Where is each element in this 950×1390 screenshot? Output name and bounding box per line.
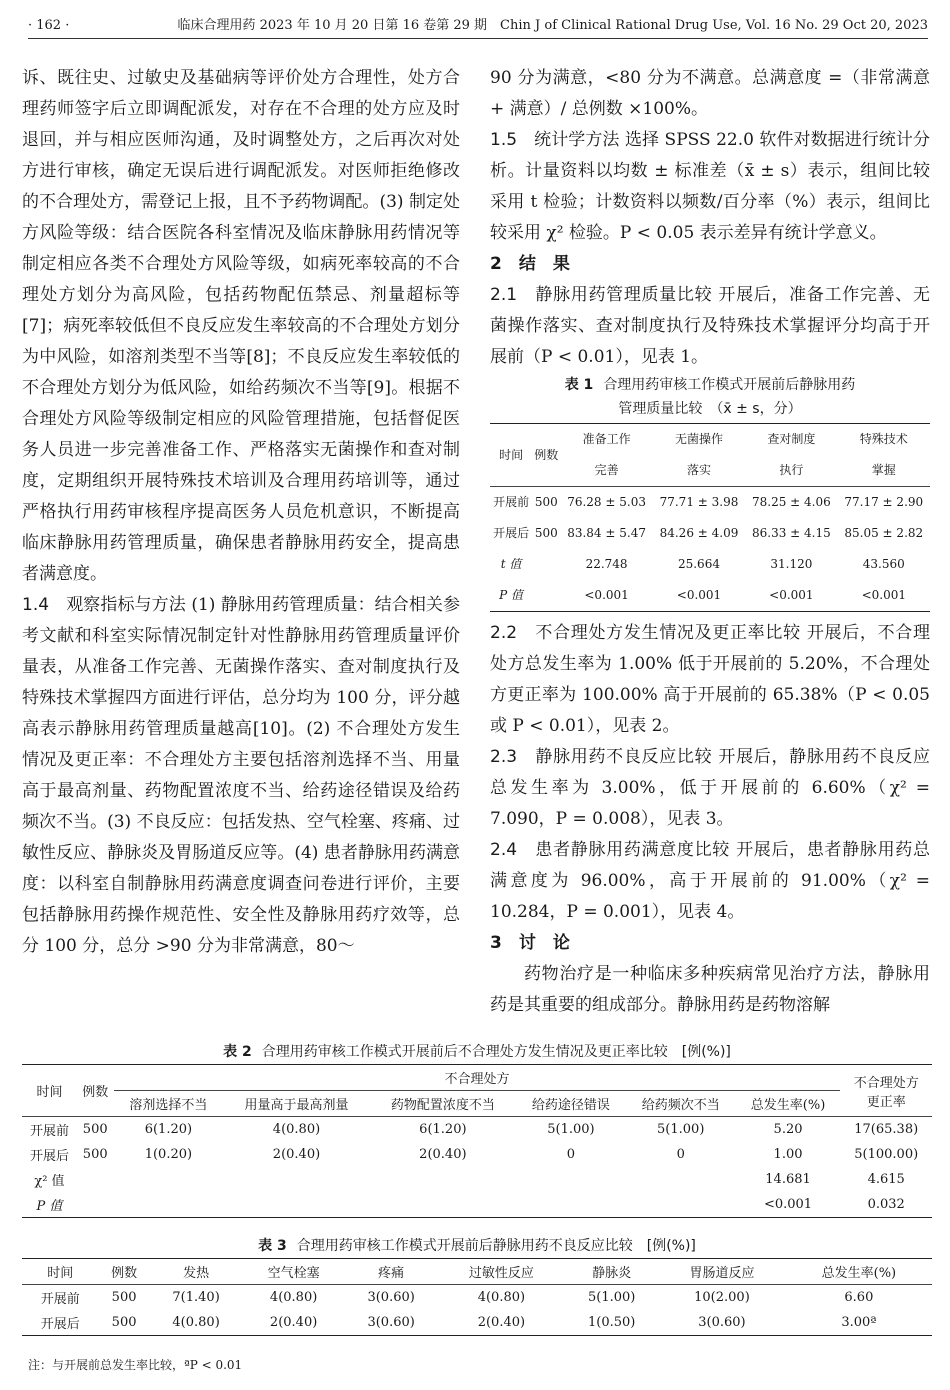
table-header: 例数 bbox=[534, 447, 559, 462]
table-header: 胃肠道反应 bbox=[689, 1266, 755, 1281]
table-footnote: 注：与开展前总发生率比较，ªP < 0.01 bbox=[28, 1358, 243, 1372]
table-2-label: 表 2 bbox=[223, 1044, 252, 1060]
running-header bbox=[28, 14, 928, 39]
table-header: 发热 bbox=[183, 1266, 210, 1281]
table-header: 过敏性反应 bbox=[468, 1266, 534, 1281]
table-2 bbox=[22, 1040, 932, 1218]
table-3-label: 表 3 bbox=[258, 1238, 287, 1254]
table-header: 用量高于最高剂量 bbox=[244, 1098, 349, 1113]
left-column bbox=[22, 63, 460, 962]
right-column bbox=[490, 63, 930, 1021]
table-3-caption: 合理用药审核工作模式开展前后静脉用药不良反应比较 [例(%)] bbox=[296, 1238, 696, 1254]
section-2-4-body: 开展后，患者静脉用药总满意度为 96.00%，高于开展前的 91.00%（χ² = 10.284，P = 0.001），见表 4。 bbox=[490, 840, 930, 922]
section-2-2-body: 开展后，不合理处方总发生率为 1.00% 低于开展前的 5.20%，不合理处方更正率为 100.00% 高于开展前的 65.38%（P < 0.05 或 P < 0.01），见表 2。 bbox=[490, 623, 930, 736]
section-3-heading: 3 讨 论 bbox=[490, 933, 570, 953]
table-row: P 值 <0.001 <0.001 <0.001 <0.001 bbox=[490, 580, 930, 612]
journal-info: 临床合理用药 2023 年 10 月 20 日第 16 卷第 29 期 Chin J of Clinical Rational Drug Use, Vol. 16 No. 29 Oct 20, 2023 bbox=[177, 18, 928, 33]
table-1-label: 表 1 bbox=[564, 377, 594, 393]
table-1-caption-line1: 合理用药审核工作模式开展前后静脉用药 bbox=[603, 377, 856, 393]
table-header: 时间 bbox=[499, 447, 524, 462]
table-3 bbox=[22, 1234, 932, 1336]
section-2-1-heading: 2.1 静脉用药管理质量比较 bbox=[490, 285, 713, 305]
table-1-grid bbox=[490, 423, 930, 612]
section-2-3-heading: 2.3 静脉用药不良反应比较 bbox=[490, 747, 713, 767]
section-1-4-heading: 1.4 观察指标与方法 bbox=[22, 595, 186, 615]
table-row: P 值 <0.001 0.032 bbox=[22, 1192, 932, 1218]
table-header: 时间 bbox=[36, 1085, 63, 1100]
table-header: 例数 bbox=[82, 1085, 109, 1100]
table-header: 无菌操作落实 bbox=[674, 432, 723, 477]
table-row: t 值 22.748 25.664 31.120 43.560 bbox=[500, 557, 905, 571]
section-2-heading: 2 结 果 bbox=[490, 254, 570, 274]
table-header: 总发生率(%) bbox=[750, 1098, 826, 1113]
table-2-caption: 合理用药审核工作模式开展前后不合理处方发生情况及更正率比较 [例(%)] bbox=[261, 1044, 731, 1060]
table-header: 药物配置浓度不当 bbox=[390, 1098, 495, 1113]
section-2-4-heading: 2.4 患者静脉用药满意度比较 bbox=[490, 840, 730, 860]
table-row: χ² 值 14.681 4.615 bbox=[34, 1172, 905, 1189]
paragraph-satisfaction-cont: 90 分为满意，<80 分为不满意。总满意度 =（非常满意 + 满意）/ 总例数 ×100%。 bbox=[490, 68, 930, 119]
table-header: 总发生率(%) bbox=[821, 1266, 897, 1281]
table-row: 开展后 500 83.84 ± 5.47 84.26 ± 4.09 86.33 ± 4.15 85.05 ± 2.82 bbox=[493, 526, 924, 540]
table-header: 空气栓塞 bbox=[267, 1266, 320, 1281]
section-1-5-body: 选择 SPSS 22.0 软件对数据进行统计分析。计量资料以均数 ± 标准差（x̄ ± s）表示，组间比较采用 t 检验；计数资料以频数/百分率（%）表示，组间比较采用 χ² 检验。P < 0.05 表示差异有统计学意义。 bbox=[490, 130, 930, 243]
table-header: 准备工作完善 bbox=[582, 432, 631, 477]
section-2-3-body: 开展后，静脉用药不良反应总发生率为 3.00%，低于开展前的 6.60%（χ² = 7.090，P = 0.008），见表 3。 bbox=[490, 747, 930, 829]
table-header: 给药途径错误 bbox=[531, 1098, 610, 1113]
table-header: 特殊技术掌握 bbox=[859, 432, 908, 477]
paragraph-methods-cont: 诉、既往史、过敏史及基础病等评价处方合理性，处方合理药师签字后立即调配派发，对存在不合理的处方应及时退回，并与相应医师沟通，及时调整处方，之后再次对处方进行审核，确定无误后进行调配派发。对医师拒绝修改的不合理处方，需登记上报，且不予药物调配。(3) 制定处方风险等级：结合医院各科室情况及临床静脉用药情况等制定相应各类不合理处方风险等级，如病死率较高的不合理处方划分为高风险，包括药物配伍禁忌、剂量超标等[7]；病死率较低但不良反应发生率较高的不合理处方划分为中风险，如溶剂类型不当等[8]；不良反应发生率较低的不合理处方划分为低风险，如给药频次不当等[9]。根据不合理处方风险等级制定相应的风险管理措施，包括督促医务人员进一步完善准备工作、严格落实无菌操作和查对制度，定期组织开展特殊技术培训及合理用药培训等，通过严格执行用药审核程序提高医务人员危机意识，不断提高临床静脉用药管理质量，确保患者静脉用药安全，提高患者满意度。 bbox=[22, 68, 460, 584]
table-group-header: 不合理处方 bbox=[114, 1065, 841, 1091]
table-header: 例数 bbox=[111, 1266, 138, 1281]
table-row: 开展后 500 4(0.80) 2(0.40) 3(0.60) 2(0.40) 1(0.50) 3(0.60) 3.00ª bbox=[22, 1310, 932, 1336]
table-row: 开展后 500 1(0.20) 2(0.40) 2(0.40) 0 0 1.00 5(100.00) bbox=[29, 1147, 919, 1164]
section-3-body: 药物治疗是一种临床多种疾病常见治疗方法，静脉用药是其重要的组成部分。静脉用药是药物溶解 bbox=[490, 964, 930, 1015]
section-2-1-body: 开展后，准备工作完善、无菌操作落实、查对制度执行及特殊技术掌握评分均高于开展前（P < 0.01），见表 1。 bbox=[490, 285, 930, 367]
table-row: 开展前 500 6(1.20) 4(0.80) 6(1.20) 5(1.00) 5(1.00) 5.20 17(65.38) bbox=[22, 1117, 932, 1143]
table-header: 时间 bbox=[47, 1266, 74, 1281]
table-2-grid bbox=[22, 1064, 932, 1218]
table-header: 静脉炎 bbox=[592, 1266, 632, 1281]
table-1-caption-line2: 管理质量比较 （x̄ ± s，分） bbox=[618, 401, 802, 417]
table-header: 疼痛 bbox=[378, 1266, 405, 1281]
table-3-grid bbox=[22, 1258, 932, 1336]
section-2-2-heading: 2.2 不合理处方发生情况及更正率比较 bbox=[490, 623, 801, 643]
section-1-4-body: (1) 静脉用药管理质量：结合相关参考文献和科室实际情况制定针对性静脉用药管理质量评价量表，从准备工作完善、无菌操作落实、查对制度执行及特殊技术掌握四方面进行评估，总分均为 100 分，评分越高表示静脉用药管理质量越高[10]。(2) 不合理处方发生情况及更正率：不合理处方主要包括溶剂选择不当、用量高于最高剂量、药物配置浓度不当、给药途径错误及给药频次不当。(3) 不良反应：包括发热、空气栓塞、疼痛、过敏性反应、静脉炎及胃肠道反应等。(4) 患者静脉用药满意度：以科室自制静脉用药满意度调查问卷进行评价，主要包括静脉用药操作规范性、安全性及静脉用药疗效等，总分 100 分，总分 >90 分为非常满意，80～ bbox=[22, 595, 460, 956]
table-row: 开展前 500 7(1.40) 4(0.80) 3(0.60) 4(0.80) 5(1.00) 10(2.00) 6.60 bbox=[22, 1285, 932, 1311]
section-1-5-heading: 1.5 统计学方法 bbox=[490, 130, 620, 150]
table-1 bbox=[490, 373, 930, 612]
table-header: 不合理处方更正率 bbox=[853, 1075, 919, 1110]
table-header: 查对制度执行 bbox=[767, 432, 816, 477]
table-header: 给药频次不当 bbox=[641, 1098, 720, 1113]
table-header: 溶剂选择不当 bbox=[129, 1098, 208, 1113]
page-number: · 162 · bbox=[28, 18, 70, 33]
table-row: 开展前 500 76.28 ± 5.03 77.71 ± 3.98 78.25 ± 4.06 77.17 ± 2.90 bbox=[490, 487, 930, 519]
